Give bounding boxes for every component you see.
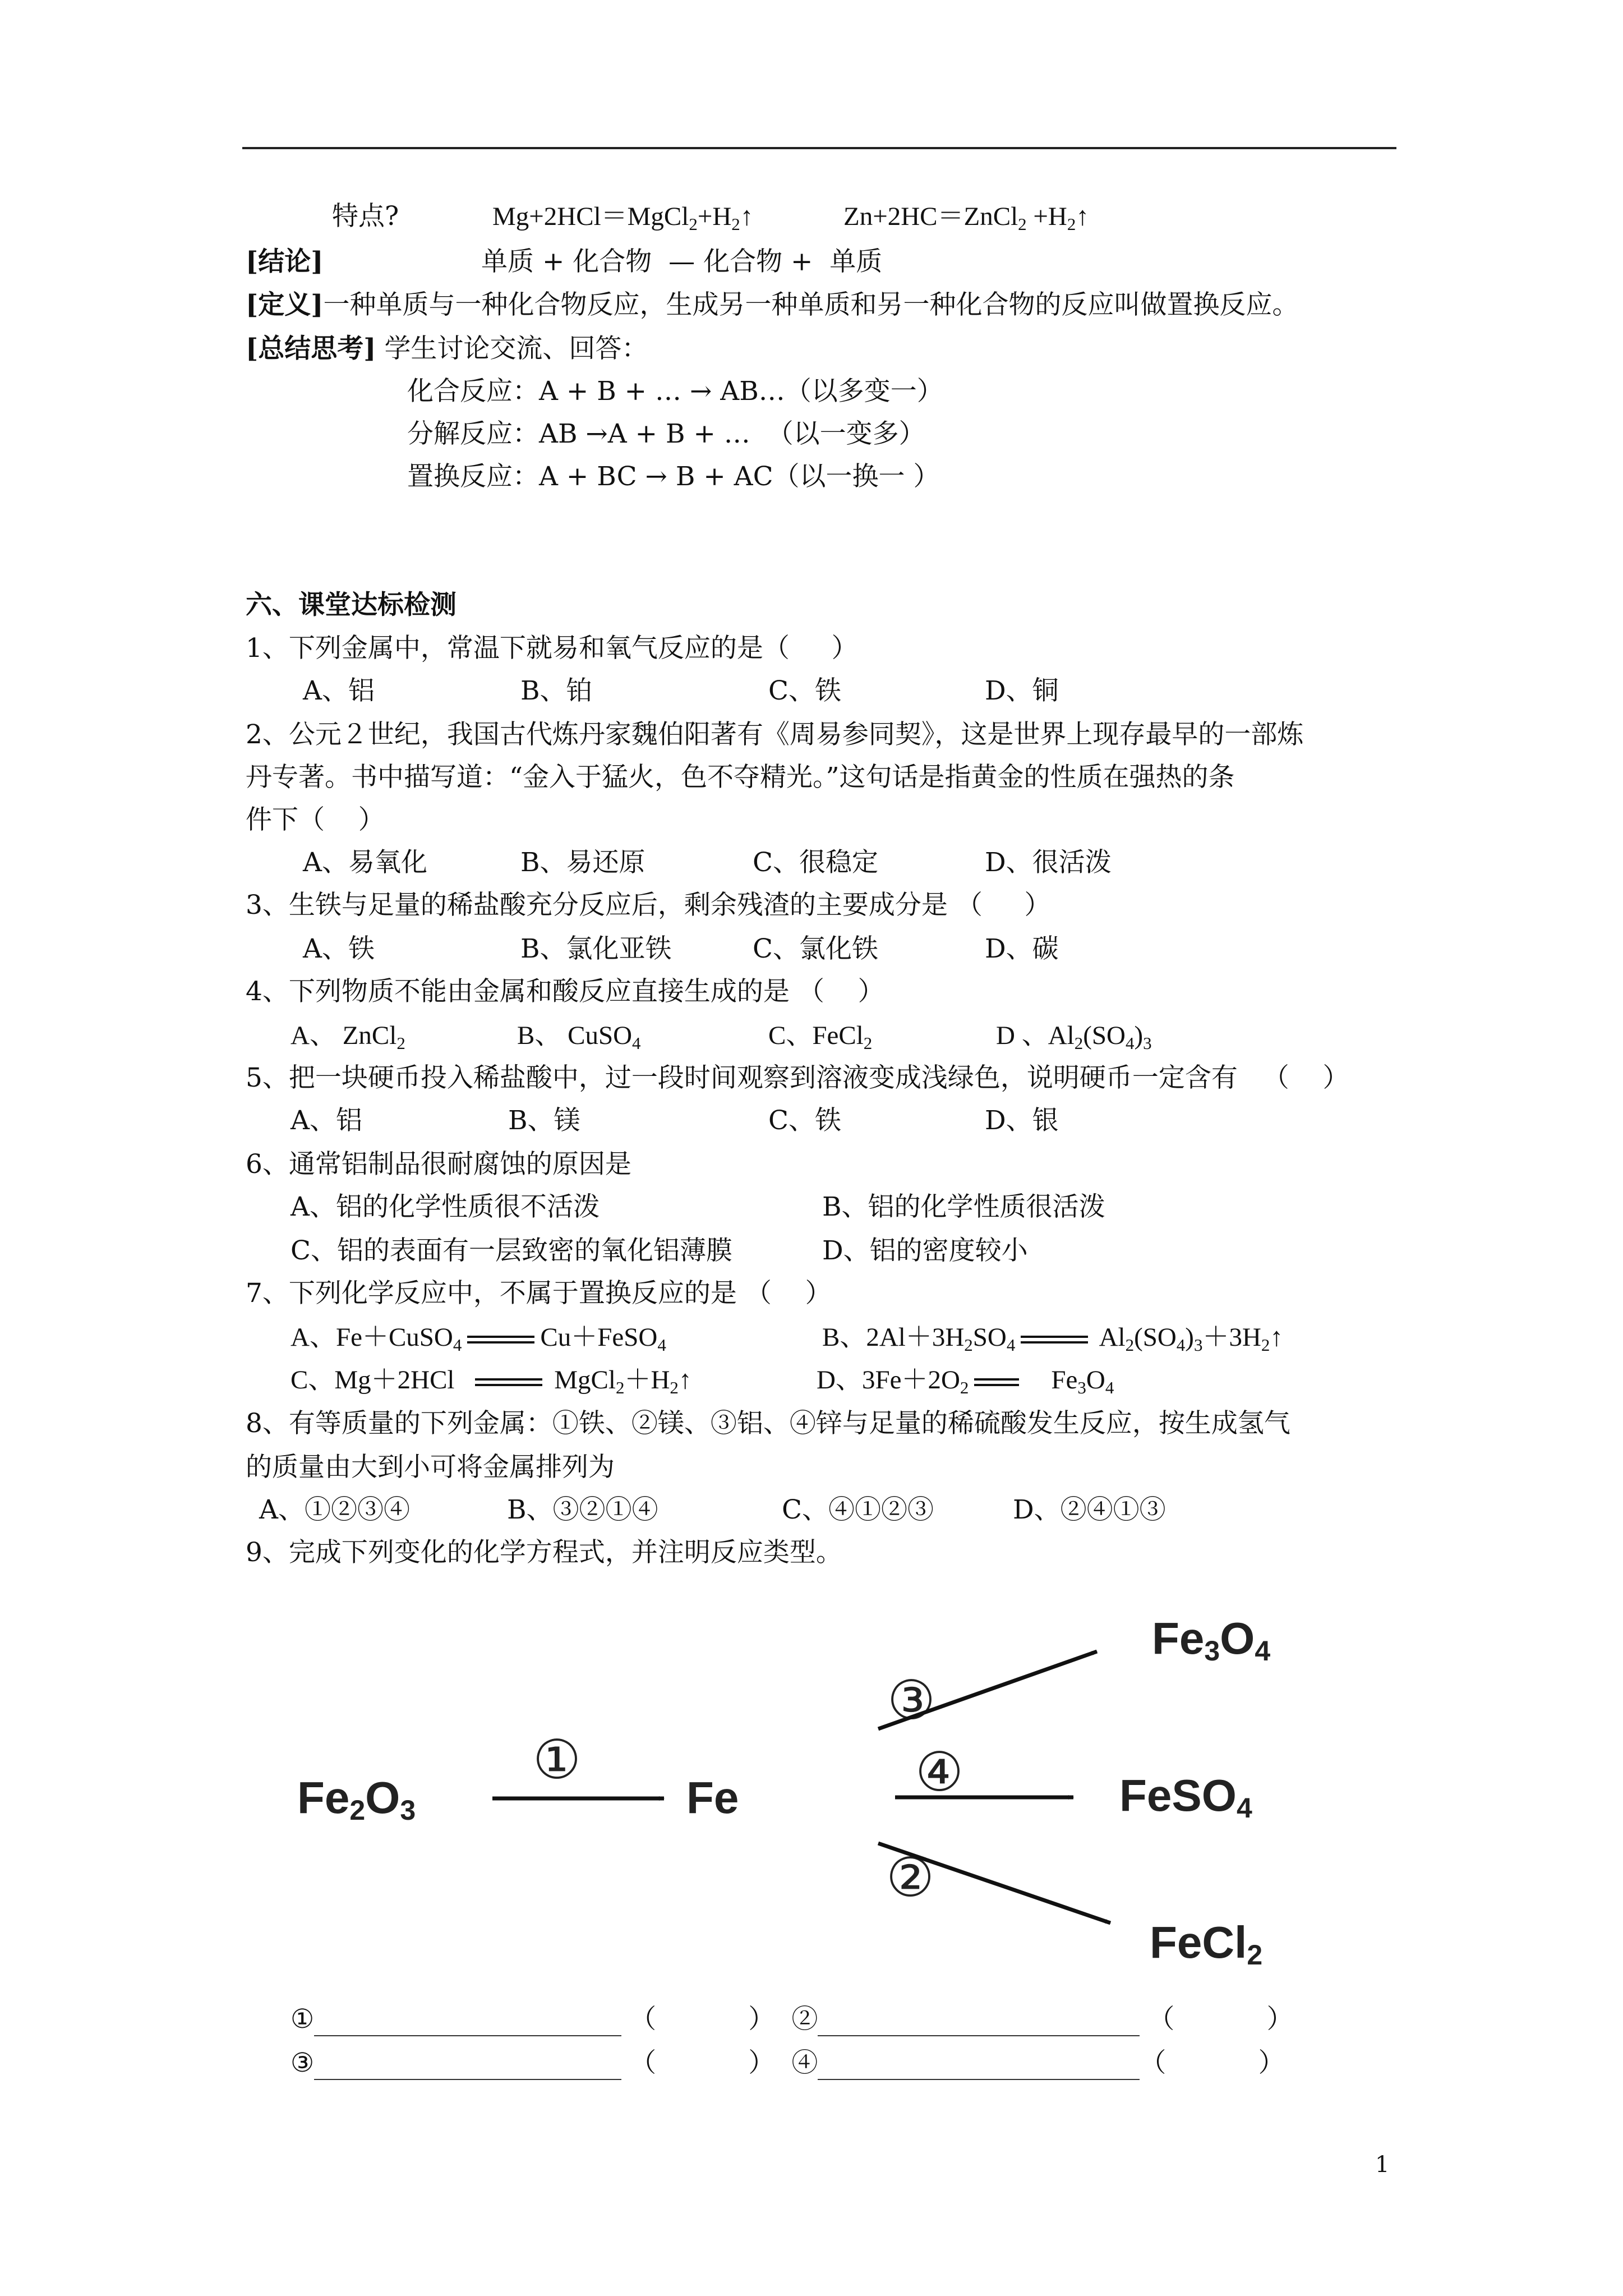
q1-stem: 1、下列金属中，常温下就易和氧气反应的是（ ） — [246, 633, 858, 664]
equation-mg: $Mg+2HCl=MgCl_2+H_2↑$ — [492, 202, 754, 234]
equation-zn: Zn+2HC＝ZnCl$_2$ $+H_2↑$ — [843, 202, 1089, 234]
page-number: 1 — [1375, 2152, 1390, 2178]
q7-option-b: B、$2Al+3H_2SO_4$ $Al_2(SO_4)_3+3H_2↑$ — [822, 1323, 1283, 1355]
q7-option-d: D、$3Fe+2O_2$ $Fe_3O_4$ — [817, 1365, 1114, 1397]
q8-line-2: 的质量由大到小可将金属排列为 — [246, 1452, 615, 1483]
q6-option-b: B、铝的化学性质很活泼 — [822, 1191, 1105, 1222]
q5-stem: 5、把一块硬币投入稀盐酸中，过一段时间观察到溶液变成浅绿色，说明硬币一定含有 （ ） — [246, 1062, 1349, 1093]
q4-option-a: A、 ZnCl$_2$ — [291, 1021, 405, 1053]
q3-option-b: B、氯化亚铁 — [520, 933, 672, 964]
q1-option-c: C、铁 — [768, 675, 841, 706]
compound-fecl2: FeCl2 — [1150, 1917, 1263, 1971]
q1-option-a: A、铝 — [303, 675, 375, 706]
answer-blank-3[interactable] — [314, 2079, 621, 2080]
answer-row-1: ① （ ） ② （ ） — [291, 2003, 1293, 2036]
q3-option-a: A、铁 — [303, 933, 375, 964]
q7-option-a: A、Fe＋CuSO$_4$ Cu＋FeSO$_4$ — [291, 1323, 666, 1355]
answer-row-2: ③ （ ） ④ （ ） — [291, 2046, 1285, 2080]
step-label-2: ② — [886, 1848, 935, 1908]
q8-line-1: 8、有等质量的下列金属：①铁、②镁、③铝、④锌与足量的稀硫酸发生反应，按生成氢气 — [246, 1408, 1290, 1439]
answer-blank-1[interactable] — [314, 2035, 621, 2036]
q4-stem: 4、下列物质不能由金属和酸反应直接生成的是 （ ） — [246, 976, 884, 1007]
feature-label: 特点? — [332, 201, 399, 232]
step-label-1: ① — [533, 1730, 582, 1790]
q3-option-c: C、氯化铁 — [753, 933, 878, 964]
section-title: 六、课堂达标检测 — [246, 590, 457, 620]
q2-line-2: 丹专著。书中描写道：“金入于猛火，色不夺精光。”这句话是指黄金的性质在强热的条 — [246, 762, 1235, 793]
conclusion-label: [结论] — [246, 246, 324, 277]
q9-stem: 9、完成下列变化的化学方程式，并注明反应类型。 — [246, 1537, 842, 1568]
summary-line: [总结思考] 学生讨论交流、回答： — [246, 333, 648, 364]
q2-line-3: 件下（ ） — [246, 804, 385, 835]
conclusion-text: 单质 + 化合物 — 化合物 + 单质 — [481, 246, 883, 277]
q6-stem: 6、通常铝制品很耐腐蚀的原因是 — [246, 1149, 631, 1180]
q1-option-b: B、铂 — [520, 675, 593, 706]
q5-option-b: B、镁 — [508, 1105, 580, 1136]
q3-stem: 3、生铁与足量的稀盐酸充分反应后，剩余残渣的主要成分是 （ ） — [246, 890, 1051, 921]
q2-option-b: B、易还原 — [520, 847, 645, 878]
reaction-combination: 化合反应：A + B + … → AB…（以多变一） — [407, 376, 943, 407]
answer-blank-4[interactable] — [818, 2079, 1140, 2080]
q3-option-d: D、碳 — [985, 933, 1059, 964]
q7-stem: 7、下列化学反应中，不属于置换反应的是 （ ） — [246, 1278, 832, 1309]
q8-option-d: D、②④①③ — [1013, 1494, 1166, 1525]
answer-blank-2[interactable] — [818, 2035, 1140, 2036]
reaction-displacement: 置换反应：A + BC → B + AC（以一换一 ） — [407, 461, 940, 492]
compound-fe2o3: Fe2O3 — [297, 1773, 416, 1826]
q7-option-c: C、Mg＋2HCl $MgCl_2+H_2↑$ — [291, 1365, 692, 1397]
q2-option-c: C、很稳定 — [753, 847, 878, 878]
q5-option-c: C、铁 — [768, 1105, 841, 1136]
compound-feso4: FeSO4 — [1119, 1770, 1252, 1824]
q8-option-a: A、①②③④ — [259, 1494, 410, 1525]
step-label-4: ④ — [915, 1742, 964, 1802]
q5-option-a: A、铝 — [291, 1105, 362, 1136]
element-fe: Fe — [686, 1773, 739, 1823]
compound-fe3o4: Fe3O4 — [1152, 1613, 1271, 1667]
q6-option-c: C、铝的表面有一层致密的氧化铝薄膜 — [291, 1235, 732, 1266]
q4-option-c: C、FeCl$_2$ — [768, 1021, 873, 1053]
q4-option-d: D 、$Al_2(SO_4)_3$ — [996, 1021, 1152, 1053]
q8-option-b: B、③②①④ — [507, 1494, 658, 1525]
q1-option-d: D、铜 — [985, 675, 1059, 706]
q6-option-a: A、铝的化学性质很不活泼 — [291, 1191, 600, 1222]
q2-option-d: D、很活泼 — [985, 847, 1112, 878]
definition-line: [定义]一种单质与一种化合物反应，生成另一种单质和另一种化合物的反应叫做置换反应。 — [246, 289, 1299, 320]
q2-line-1: 2、公元２世纪，我国古代炼丹家魏伯阳著有《周易参同契》，这是世界上现存最早的一部炼 — [246, 719, 1304, 750]
q8-option-c: C、④①②③ — [782, 1494, 934, 1525]
q6-option-d: D、铝的密度较小 — [822, 1235, 1028, 1266]
q2-option-a: A、易氧化 — [303, 847, 427, 878]
reaction-decomposition: 分解反应：AB →A + B + … （以一变多） — [407, 418, 925, 449]
step-label-3: ③ — [887, 1671, 936, 1731]
q4-option-b: B、 CuSO$_4$ — [517, 1021, 641, 1053]
q5-option-d: D、银 — [985, 1105, 1059, 1136]
